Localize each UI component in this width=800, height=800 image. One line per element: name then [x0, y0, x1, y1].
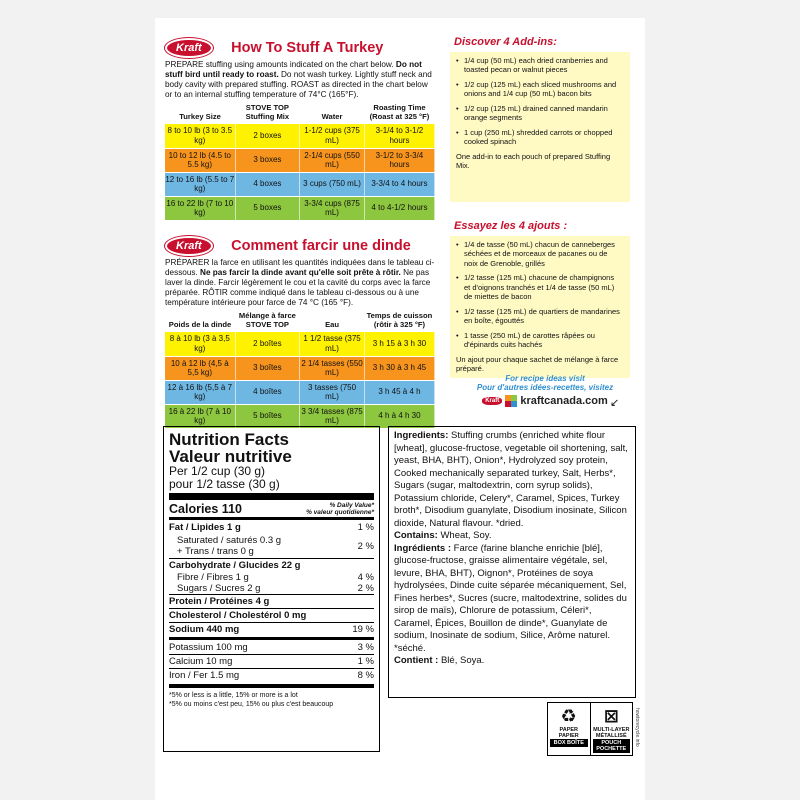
- how-to-stuff-section: [165, 38, 435, 221]
- footnote-en: *5% or less is a little, 15% or more is a lot: [169, 692, 298, 699]
- recycle-url: howtorecycle.info: [634, 708, 640, 747]
- table-row: 12 à 16 lb (5,5 à 7 kg) 4 boîtes 3 tasses (750 mL) 3 h 45 à 4 h: [165, 380, 435, 404]
- table-row: 16 to 22 lb (7 to 10 kg) 5 boxes 3-3/4 cups (875 mL) 4 to 4-1/2 hours: [165, 196, 435, 220]
- stuffing-chart-fr: [165, 311, 435, 429]
- package-back-panel: [155, 18, 645, 800]
- list-item: • 1/2 tasse (125 mL) chacune de champignons et d'oignons tranchés et 1/4 de tasse (50 mL) de miettes de bacon: [456, 273, 622, 302]
- paper-box-recycle: ♻ PAPER PAPIER BOX BOÎTE: [548, 703, 591, 755]
- col-header: Roasting Time (Roast at 325 °F): [369, 103, 430, 121]
- list-item: • 1/4 de tasse (50 mL) chacun de canneberges séchées et de morceaux de pacanes ou de noix de Grenoble, grillés: [456, 240, 622, 269]
- stuffing-chart-en: [165, 103, 435, 221]
- contains-label-en: Contains:: [394, 530, 438, 541]
- table-row: 8 to 10 lb (3 to 3.5 kg) 2 boxes 1-1/2 cups (375 mL) 3-1/4 to 3-1/2 hours: [165, 124, 435, 148]
- add-ins-note: Un ajout pour chaque sachet de mélange à farce préparé.: [456, 354, 619, 373]
- add-ins-panel-fr: [450, 218, 630, 378]
- table-row: 10 to 12 lb (4.5 to 5.5 kg) 3 boxes 2-1/4 cups (550 mL) 3-1/2 to 3-3/4 hours: [165, 148, 435, 172]
- calcium: Calcium 10 mg: [169, 656, 233, 667]
- add-ins-title: Discover 4 Add-ins:: [450, 34, 630, 52]
- ingredients-label-fr: Ingrédients :: [394, 542, 452, 554]
- daily-value-fr: % valeur quotidienne*: [306, 509, 374, 516]
- nutrition-title-en: Nutrition Facts: [169, 430, 289, 449]
- list-item: • 1 cup (250 mL) shredded carrots or chopped cooked spinach: [456, 128, 622, 147]
- kraft-logo: Kraft: [165, 236, 213, 256]
- col-header: Temps de cuisson (rôtir à 325 °F): [366, 311, 433, 329]
- ingredients-text-en: Stuffing crumbs (enriched white flour [wheat], glucose-fructose, vegetable oil shortening, salt, yeast, BHA, BHT), Onion*, Hydrolyzed soy protein, Cooked mechanically separated turkey, Salt, Herbs*, Sugars (sugar, maltodextrin, corn syrup solids), Potassium chloride, Celery*, Caramel, Spices, Turkey broth*, Disodium guanylate, Disodium inosinate, Silicon dioxide, Natural flavour. *dried.: [394, 430, 628, 529]
- calories: Calories 110: [169, 502, 242, 516]
- col-header: Turkey Size: [179, 111, 221, 121]
- list-item: • 1/4 cup (50 mL) each dried cranberries and toasted pecan or walnut pieces: [456, 56, 622, 75]
- kraft-logo: Kraft: [165, 38, 213, 58]
- kraftcanada-link[interactable]: [460, 395, 630, 407]
- intro-text: PREPARE stuffing using amounts indicated on the chart below. Do not stuff bird until ready to roast. Do not wash turkey. Lightly stuff neck and body cavity with prepared stuffing. ROAST as directed in the chart below or to an internal stuffing temperature of 74°C (165°F).: [165, 60, 432, 99]
- pouch-not-recycle: ⊠ MULTI-LAYER MÉTALLISÉ POUCH POCHETTE: [591, 703, 633, 755]
- comment-farcir-section: [165, 236, 435, 429]
- sodium: Sodium 440 mg: [169, 624, 240, 635]
- col-header: Mélange à farce STOVE TOP: [238, 311, 296, 329]
- recipe-line-en: For recipe ideas visit: [505, 374, 585, 383]
- recycle-label: [547, 702, 633, 756]
- protein: Protein / Protéines 4 g: [169, 596, 270, 607]
- no-recycle-icon: ⊠: [603, 706, 619, 726]
- add-ins-note: One add-in to each pouch of prepared Stuffing Mix.: [456, 151, 611, 170]
- table-row: 10 à 12 lb (4,5 à 5,5 kg) 3 boîtes 2 1/4 tasses (550 mL) 3 h 30 à 3 h 45: [165, 356, 435, 380]
- section-title: How To Stuff A Turkey: [231, 40, 384, 56]
- daily-value-en: % Daily Value*: [329, 502, 374, 509]
- col-header: Water: [321, 111, 343, 121]
- list-item: • 1/2 cup (125 mL) drained canned mandarin orange segments: [456, 104, 622, 123]
- carbohydrate: Carbohydrate / Glucides 22 g: [169, 560, 301, 571]
- section-title: Comment farcir une dinde: [231, 238, 411, 254]
- list-item: • 1 tasse (250 mL) de carottes râpées ou d'épinards cuits hachés: [456, 331, 622, 350]
- cholesterol: Cholesterol / Cholestérol 0 mg: [169, 610, 307, 621]
- nutrition-facts-table: Nutrition Facts Valeur nutritive Per 1/2 cup (30 g) pour 1/2 tasse (30 g) Calories 110 % Daily Value* % valeur quotidienne* Fat / Lipides 1 g 1 % Saturated / saturés 0.3 g + Trans / trans 0 g 2 % Carbohydrate / Glucides 22 g Fibre / Fibres 1 g 4 % Sugars / Sucres 2 g 2 % Protein / Protéines 4 g Cholesterol / Cholestérol 0 mg Sodium 440 mg 19 % Potassium 100 mg 3 % Calcium 10 mg 1 % Iron / Fer 1.5 mg 8 % *5% or less is a little, 15% or more is a lot *5% ou moins c'est peu, 15% ou plus c'est beaucoup: [163, 426, 380, 752]
- serving-en: Per 1/2 cup (30 g): [169, 464, 266, 478]
- col-header: Eau: [325, 319, 340, 329]
- list-item: • 1/2 tasse (125 mL) de quartiers de mandarines en boîte, égouttés: [456, 307, 622, 326]
- ingredients-box: [388, 426, 636, 698]
- recipe-ideas-block: [460, 374, 630, 407]
- table-row: 12 to 16 lb (5.5 to 7 kg) 4 boxes 3 cups (750 mL) 3-3/4 to 4 hours: [165, 172, 435, 196]
- col-header: STOVE TOP Stuffing Mix: [245, 103, 290, 121]
- nutrition-title-fr: Valeur nutritive: [169, 447, 292, 466]
- trans: + Trans / trans 0 g: [177, 546, 254, 557]
- table-row: 8 à 10 lb (3 à 3,5 kg) 2 boîtes 1 1/2 tasse (375 mL) 3 h 15 à 3 h 30: [165, 332, 435, 356]
- fibre: Fibre / Fibres 1 g: [177, 572, 249, 583]
- site-url: kraftcanada.com: [520, 395, 608, 407]
- intro-text: PRÉPARER la farce en utilisant les quantités indiquées dans le tableau ci-dessous. Ne pas farcir la dinde avant qu'elle soit prête à rôtir. Ne pas laver la dinde. Farcir légèrement le cou et la cavité du corps avec la farce préparée. RÔTIR comme indiqué dans le tableau ci-dessous ou à une température intérieure pour farce de 74 °C (165 °F).: [165, 258, 435, 307]
- ingredients-label-en: Ingredients:: [394, 430, 449, 441]
- col-header: Poids de la dinde: [168, 319, 232, 329]
- list-item: • 1/2 cup (125 mL) each sliced mushrooms and onions and 1/4 cup (50 mL) bacon bits: [456, 80, 622, 99]
- contains-text-fr: Blé, Soya.: [438, 655, 485, 666]
- ingredients-text-fr: Farce (farine blanche enrichie [blé], glucose-fructose, graisse alimentaire végétale, sel, levure, BHA, BHT), Oignon*, Protéines de soya hydrolysées, Dinde cuite séparée mécaniquement, Sel, Fines herbes*, Sucres (sucre, maltodextrine, solides du sirop de maïs), Chlorure de potassium, Céleri*, Caramel, Épices, Bouillon de dinde*, Guanylate de sodium, Inosinate de sodium, Silice, Arôme naturel. *séché.: [394, 542, 627, 654]
- contains-text-en: Wheat, Soy.: [437, 530, 492, 541]
- kraft-logo: Kraft: [482, 397, 502, 405]
- arrow-icon: ↙: [610, 397, 620, 409]
- sugars: Sugars / Sucres 2 g: [177, 583, 261, 594]
- potassium: Potassium 100 mg: [169, 642, 248, 653]
- footnote-fr: *5% ou moins c'est peu, 15% ou plus c'est beaucoup: [169, 701, 334, 708]
- add-ins-title: Essayez les 4 ajouts :: [450, 218, 630, 236]
- contains-label-fr: Contient :: [394, 655, 439, 666]
- iron: Iron / Fer 1.5 mg: [169, 670, 240, 681]
- table-row: 16 à 22 lb (7 à 10 kg) 5 boîtes 3 3/4 tasses (875 mL) 4 h à 4 h 30: [165, 404, 435, 428]
- serving-fr: pour 1/2 tasse (30 g): [169, 477, 280, 491]
- recipe-line-fr: Pour d'autres idées-recettes, visitez: [476, 383, 614, 392]
- add-ins-panel-en: [450, 34, 630, 202]
- fat: Fat / Lipides 1 g: [169, 522, 241, 533]
- recycle-icon: ♻: [560, 706, 577, 726]
- color-cubes-icon: [505, 395, 517, 407]
- saturated: Saturated / saturés 0.3 g: [177, 535, 282, 546]
